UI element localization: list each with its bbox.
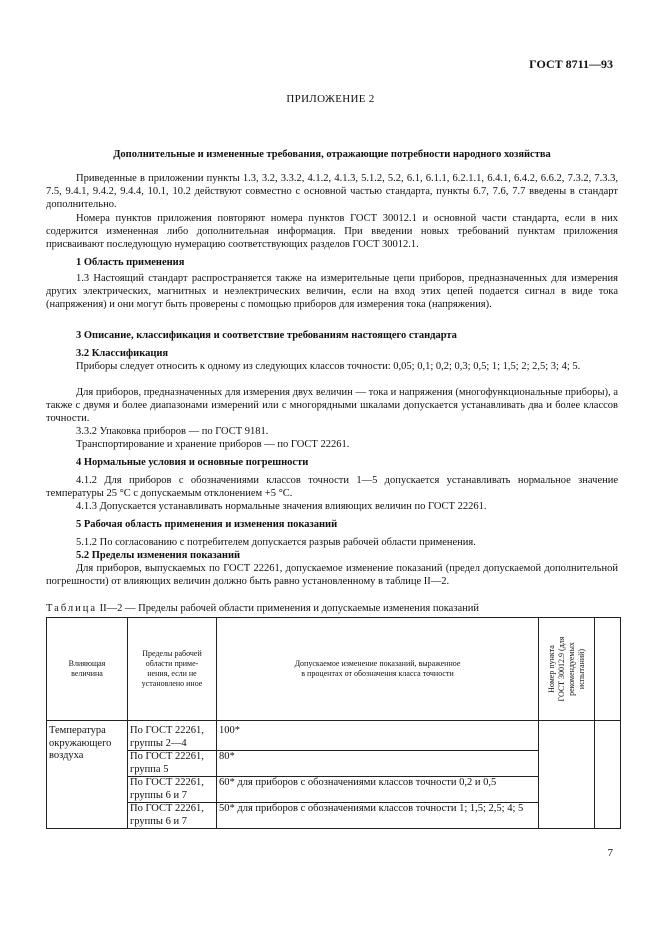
header-clause-number-text: Номер пункта ГОСТ 30012.9 (для рекомендуемых испытаний): [546, 636, 586, 702]
cell-extra: [595, 721, 621, 829]
header-change: Допускаемое изменение показаний, выраженное в процентах от обозначения класса точности: [217, 618, 539, 721]
appendix-title: ПРИЛОЖЕНИЕ 2: [286, 93, 375, 105]
cell-change: 80*: [217, 751, 539, 777]
table-row: [47, 751, 621, 777]
transport-paragraph: Транспортирование и хранение приборов — по ГОСТ 22261.: [76, 439, 350, 450]
section-3-title: 3 Описание, классификация и соответствие требованиям настоящего стандарта: [76, 330, 457, 341]
header-clause-number: [539, 618, 595, 721]
section-5-2-title: 5.2 Пределы изменения показаний: [76, 550, 241, 561]
table-caption-text: II—2 — Пределы рабочей области применения и допускаемые изменения показаний: [97, 603, 479, 614]
section-1-title: 1 Область применения: [76, 257, 185, 268]
cell-change: 50* для приборов с обозначениями классов точности 1; 1,5; 2,5; 4; 5: [217, 803, 539, 829]
cell-limits: По ГОСТ 22261, группы 2—4: [128, 721, 217, 751]
header-empty: [595, 618, 621, 721]
section-5-2-paragraph: Для приборов, выпускаемых по ГОСТ 22261, допускаемое изменение показаний (предел допускаемой дополнительной погрешности) от влияющих величин должно быть равно установленному в таблице II—2.: [46, 563, 618, 588]
appendix-heading: Дополнительные и измененные требования, отражающие потребности народного хозяйства: [113, 149, 551, 160]
cell-limits: По ГОСТ 22261, группа 5: [128, 751, 217, 777]
section-4-title: 4 Нормальные условия и основные погрешности: [76, 457, 309, 468]
section-3-2-title: 3.2 Классификация: [76, 348, 169, 359]
cell-influence: Температура окружающего воздуха: [47, 721, 128, 829]
section-3-2-paragraph-1: Приборы следует относить к одному из следующих классов точности: 0,05; 0,1; 0,2; 0,3; 0,5; 1; 1,5; 2; 2,5; 3; 4; 5.: [76, 361, 581, 372]
table-row: [47, 777, 621, 803]
intro-paragraph-1: Приведенные в приложении пункты 1.3, 3.2, 3.3.2, 4.1.2, 4.1.3, 5.1.2, 5.2, 6.1, 6.1.1, 6.2.1.1, 6.4.1, 6.4.2, 6.6.2, 7.3.2, 7.3.3, 7.5, 9.4.1, 9.4.2, 9.4.4, 10.1, 10.2 действуют совместно с основной частью стандарта, пункты 6.7, 7.6, 7.7 введены в стандарт дополнительно.: [46, 173, 618, 211]
section-5-1-2-paragraph: 5.1.2 По согласованию с потребителем допускается разрыв рабочей области применения.: [76, 537, 476, 548]
cell-limits: По ГОСТ 22261, группы 6 и 7: [128, 803, 217, 829]
intro-paragraph-2: Номера пунктов приложения повторяют номера пунктов ГОСТ 30012.1 и основной части стандарта, если в них содержится измененная либо дополнительная информация. При введении новых требований пунктам приложения присваивают последующую нумерацию соответствующих разделов ГОСТ 30012.1.: [46, 213, 618, 251]
table-caption: [46, 602, 479, 615]
cell-clause: [539, 721, 595, 829]
document-code: ГОСТ 8711—93: [529, 57, 613, 71]
cell-change: 100*: [217, 721, 539, 751]
cell-limits: По ГОСТ 22261, группы 6 и 7: [128, 777, 217, 803]
header-limits: Пределы рабочей области приме- нения, если не установлено иное: [128, 618, 217, 721]
header-influence: Влияющая величина: [47, 618, 128, 721]
limits-table: [46, 617, 621, 829]
table-header-row: [47, 618, 621, 721]
section-1-paragraph: 1.3 Настоящий стандарт распространяется также на измерительные цепи приборов, предназначенных для измерения других электрических, магнитных и неэлектрических величин, если на вход этих цепей подается сигнал в виде тока (напряжения) и они могут быть проверены с помощью приборов для измерения тока (напряжения).: [46, 273, 618, 311]
section-3-3-2-paragraph: 3.3.2 Упаковка приборов — по ГОСТ 9181.: [76, 426, 269, 437]
table-row: [47, 721, 621, 751]
section-5-title: 5 Рабочая область применения и изменения показаний: [76, 519, 338, 530]
cell-change: 60* для приборов с обозначениями классов точности 0,2 и 0,5: [217, 777, 539, 803]
section-4-1-2-paragraph: 4.1.2 Для приборов с обозначениями классов точности 1—5 допускается устанавливать нормальное значение температуры 25 °С с допускаемым отклонением +5 °С.: [46, 475, 618, 500]
table-caption-label: Таблица: [46, 603, 98, 614]
table-row: [47, 803, 621, 829]
page-number: 7: [607, 847, 613, 859]
section-4-1-3-paragraph: 4.1.3 Допускается устанавливать нормальные значения влияющих величин по ГОСТ 22261.: [76, 501, 487, 512]
section-3-2-paragraph-2: Для приборов, предназначенных для измерения двух величин — тока и напряжения (многофункциональные приборы), а также с двумя и более диапазонами измерений или с многорядными шкалами допускается устанавливать два и более классов точности.: [46, 387, 618, 425]
